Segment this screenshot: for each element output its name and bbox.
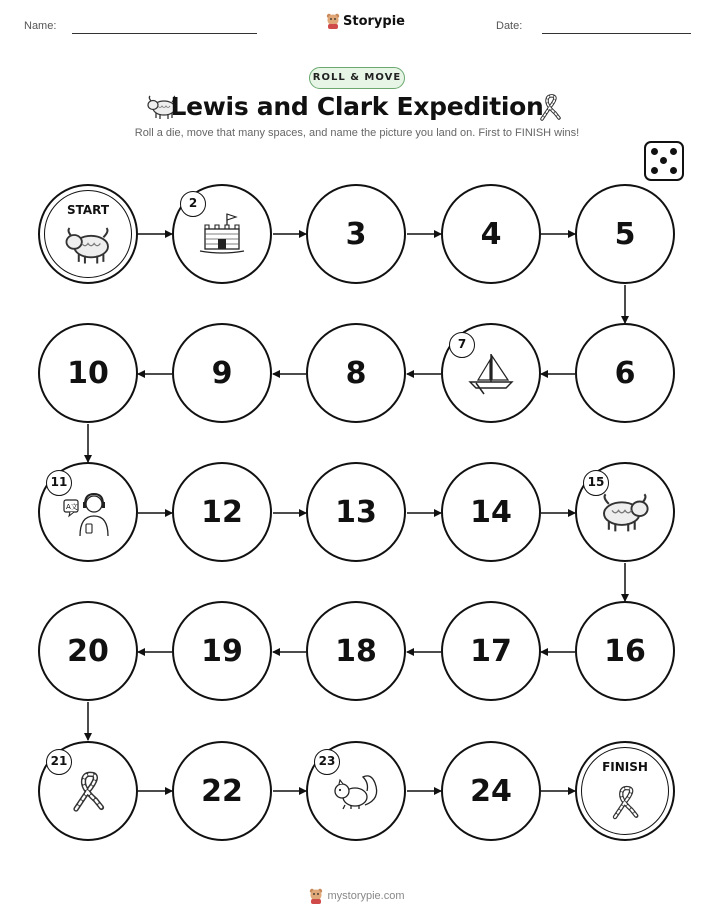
space-20[interactable] [38, 601, 138, 701]
space-23[interactable] [306, 741, 406, 841]
space-22[interactable] [172, 741, 272, 841]
space-24[interactable] [441, 741, 541, 841]
fort-icon [197, 211, 247, 257]
interpreter-icon [60, 486, 116, 538]
space-3[interactable] [306, 184, 406, 284]
space-number: 8 [345, 355, 367, 391]
space-start[interactable] [38, 184, 138, 284]
space-number: 19 [201, 633, 243, 669]
squirrel-icon [329, 769, 383, 813]
finish-label: FINISH [602, 760, 648, 774]
space-number: 18 [335, 633, 377, 669]
space-number: 15 [583, 470, 609, 496]
space-5[interactable] [575, 184, 675, 284]
space-14[interactable] [441, 462, 541, 562]
yak-icon [599, 491, 651, 533]
space-number: 6 [614, 355, 636, 391]
space-17[interactable] [441, 601, 541, 701]
game-type-badge: ROLL & MOVE [309, 67, 405, 89]
space-number: 23 [314, 749, 340, 775]
space-12[interactable] [172, 462, 272, 562]
space-number: 11 [46, 470, 72, 496]
space-number: 7 [449, 332, 475, 358]
space-4[interactable] [441, 184, 541, 284]
space-number: 17 [470, 633, 512, 669]
space-number: 2 [180, 191, 206, 217]
space-2[interactable] [172, 184, 272, 284]
space-19[interactable] [172, 601, 272, 701]
space-7[interactable] [441, 323, 541, 423]
space-11[interactable] [38, 462, 138, 562]
space-number: 20 [67, 633, 109, 669]
boat-icon [464, 350, 518, 396]
space-18[interactable] [306, 601, 406, 701]
space-10[interactable] [38, 323, 138, 423]
space-number: 14 [470, 494, 512, 530]
start-label: START [66, 203, 110, 217]
space-number: 9 [211, 355, 233, 391]
space-9[interactable] [172, 323, 272, 423]
space-number: 12 [201, 494, 243, 530]
space-21[interactable] [38, 741, 138, 841]
page-title: Lewis and Clark Expedition [170, 92, 544, 121]
space-number: 16 [604, 633, 646, 669]
name-label: Name: [24, 20, 57, 32]
space-15[interactable] [575, 462, 675, 562]
storypie-bear-icon [309, 888, 323, 904]
rope-icon [70, 769, 106, 813]
space-6[interactable] [575, 323, 675, 423]
space-8[interactable] [306, 323, 406, 423]
svg-text:A文: A文 [66, 503, 78, 511]
date-label: Date: [496, 20, 523, 32]
footer-url[interactable]: mystorypie.com [327, 890, 405, 902]
space-number: 3 [345, 216, 367, 252]
space-number: 22 [201, 773, 243, 809]
space-number: 21 [46, 749, 72, 775]
space-13[interactable] [306, 462, 406, 562]
space-number: 13 [335, 494, 377, 530]
space-number: 24 [470, 773, 512, 809]
space-number: 10 [67, 355, 109, 391]
space-finish[interactable] [575, 741, 675, 841]
space-16[interactable] [575, 601, 675, 701]
footer [0, 888, 714, 904]
space-number: 4 [480, 216, 502, 252]
space-number: 5 [614, 216, 636, 252]
instructions: Roll a die, move that many spaces, and name the picture you land on. First to FINISH wins! [134, 127, 580, 139]
rope-icon [610, 783, 640, 821]
yak-icon [63, 225, 113, 265]
brand-name: Storypie [343, 13, 405, 29]
